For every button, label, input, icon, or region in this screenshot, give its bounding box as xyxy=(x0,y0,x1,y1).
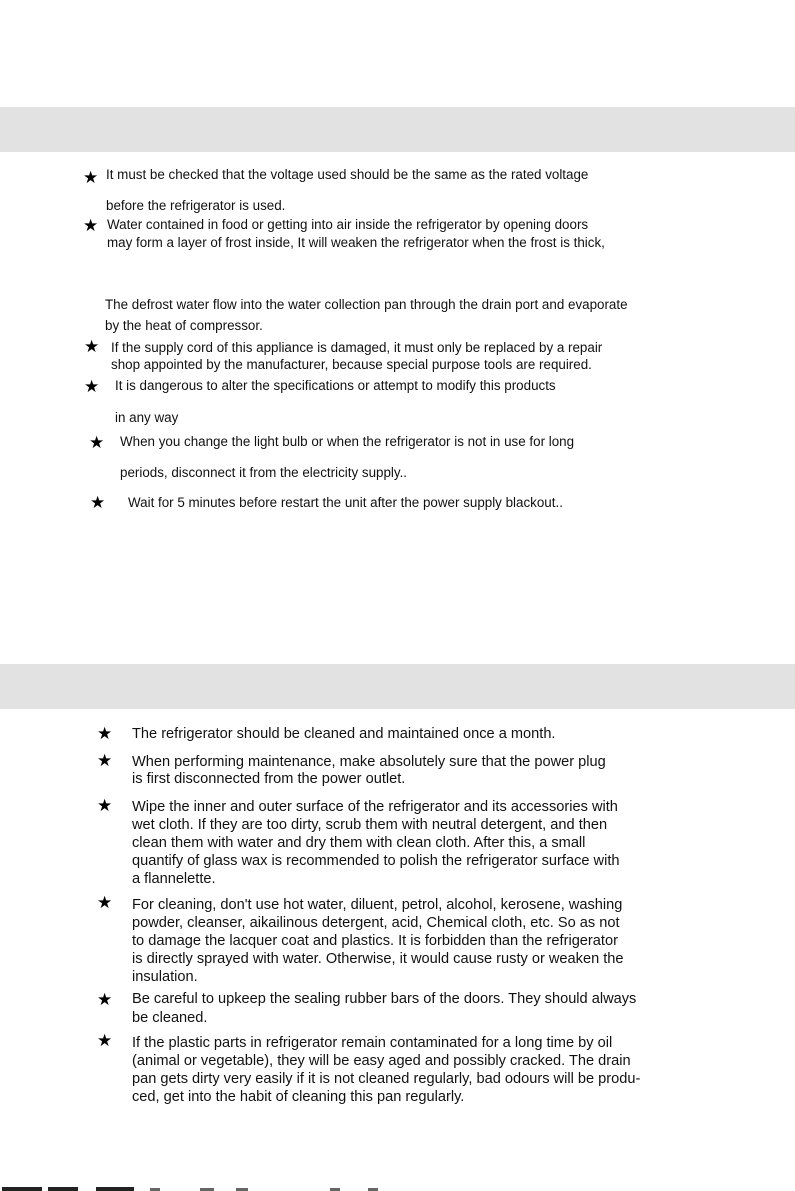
precaution-text: before the refrigerator is used. xyxy=(106,198,286,213)
maintenance-text: clean them with water and dry them with clean cloth. After this, a small xyxy=(132,835,586,851)
precaution-text: It must be checked that the voltage used should be the same as the rated voltage xyxy=(106,167,589,182)
maintenance-text: (animal or vegetable), they will be easy aged and possibly cracked. The drain xyxy=(132,1053,631,1069)
precaution-text: When you change the light bulb or when the refrigerator is not in use for long xyxy=(120,434,575,449)
maintenance-text: ced, get into the habit of cleaning this pan regularly. xyxy=(132,1089,465,1105)
precaution-text: It is dangerous to alter the specifications or attempt to modify this products xyxy=(115,378,556,393)
star-icon: ★ xyxy=(84,377,100,396)
maintenance-text: is directly sprayed with water. Otherwise, it would cause rusty or weaken the xyxy=(132,951,624,967)
precaution-text: If the supply cord of this appliance is damaged, it must only be replaced by a repair xyxy=(111,340,603,355)
maintenance-text: quantify of glass wax is recommended to polish the refrigerator surface with xyxy=(132,853,620,869)
precaution-text: in any way xyxy=(115,410,179,425)
star-icon: ★ xyxy=(97,751,113,770)
maintenance-text: For cleaning, don't use hot water, diluent, petrol, alcohol, kerosene, washing xyxy=(132,897,623,913)
precaution-text: Wait for 5 minutes before restart the unit after the power supply blackout.. xyxy=(128,495,563,510)
star-icon: ★ xyxy=(89,433,105,452)
maintenance-text: to damage the lacquer coat and plastics. It is forbidden than the refrigerator xyxy=(132,933,618,949)
maintenance-text: wet cloth. If they are too dirty, scrub them with neutral detergent, and then xyxy=(132,817,608,833)
bottom-edge-artifact xyxy=(0,1186,400,1191)
star-icon: ★ xyxy=(97,724,113,743)
star-icon: ★ xyxy=(97,796,113,815)
star-icon: ★ xyxy=(97,893,113,912)
precaution-text: Water contained in food or getting into air inside the refrigerator by opening doors xyxy=(107,217,589,232)
section-header-band-maintenance xyxy=(0,664,795,709)
maintenance-text: be cleaned. xyxy=(132,1010,208,1026)
maintenance-text: If the plastic parts in refrigerator remain contaminated for a long time by oil xyxy=(132,1035,613,1051)
precaution-text: The defrost water flow into the water collection pan through the drain port and evaporate xyxy=(105,297,628,312)
star-icon: ★ xyxy=(84,337,100,356)
maintenance-text: pan gets dirty very easily if it is not cleaned regularly, bad odours will be produ- xyxy=(132,1071,641,1087)
star-icon: ★ xyxy=(97,990,113,1009)
star-icon: ★ xyxy=(83,216,99,235)
precaution-text: shop appointed by the manufacturer, because special purpose tools are required. xyxy=(111,357,592,372)
maintenance-text: powder, cleanser, aikailinous detergent, acid, Chemical cloth, etc. So as not xyxy=(132,915,620,931)
maintenance-text: When performing maintenance, make absolutely sure that the power plug xyxy=(132,754,606,770)
maintenance-text: a flannelette. xyxy=(132,871,216,887)
maintenance-text: Be careful to upkeep the sealing rubber bars of the doors. They should always xyxy=(132,991,637,1007)
section-header-band-precautions xyxy=(0,107,795,152)
star-icon: ★ xyxy=(83,168,99,187)
maintenance-text: insulation. xyxy=(132,969,198,985)
maintenance-text: The refrigerator should be cleaned and maintained once a month. xyxy=(132,726,556,742)
precaution-text: may form a layer of frost inside, It will weaken the refrigerator when the frost is thick, xyxy=(107,235,605,250)
star-icon: ★ xyxy=(97,1031,113,1050)
maintenance-text: Wipe the inner and outer surface of the refrigerator and its accessories with xyxy=(132,799,618,815)
star-icon: ★ xyxy=(90,493,106,512)
maintenance-text: is first disconnected from the power outlet. xyxy=(132,771,406,787)
precaution-text: periods, disconnect it from the electricity supply.. xyxy=(120,465,408,480)
precaution-text: by the heat of compressor. xyxy=(105,318,263,333)
